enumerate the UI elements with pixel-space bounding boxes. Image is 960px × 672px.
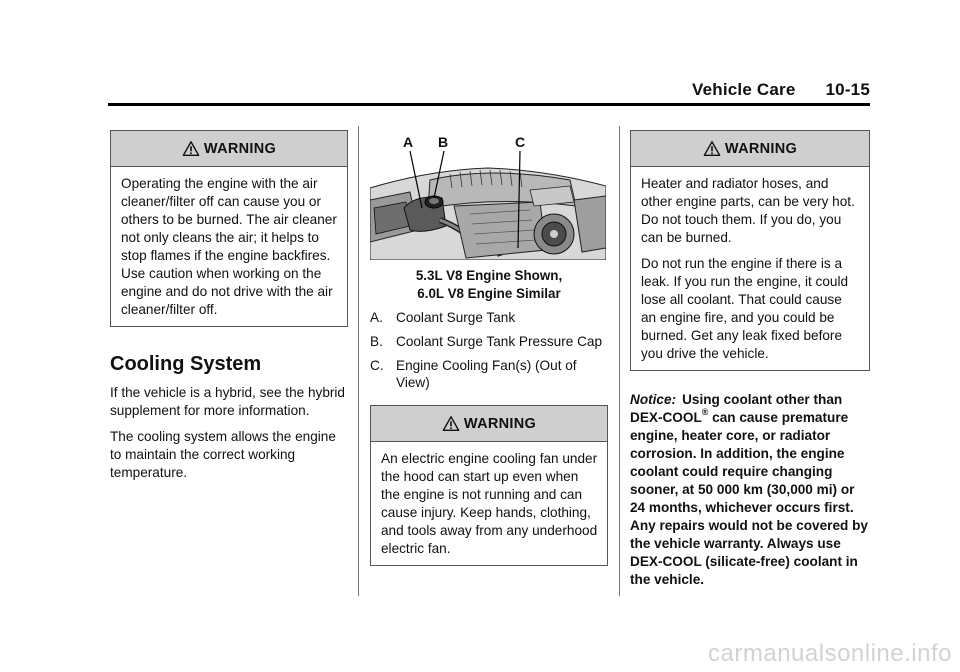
column-2: [370, 130, 608, 566]
warning-triangle-icon: [442, 415, 460, 433]
warning-header: [111, 131, 347, 167]
legend-text: Coolant Surge Tank Pressure Cap: [396, 334, 603, 349]
warning-paragraph: Do not run the engine if there is a leak. If you run the engine, it could lose all coolant. That could cause an engine fire, and you could be burned. Get any leak fixed before you drive the vehicle.: [641, 256, 849, 361]
warning-body: [371, 442, 607, 565]
header-page-number: 10-15: [825, 80, 870, 99]
caption-line-1: 5.3L V8 Engine Shown,: [415, 268, 563, 283]
body-paragraph-cooling: The cooling system allows the engine to maintain the correct working temperature.: [110, 429, 336, 480]
section-heading-cooling-system: Cooling System: [110, 353, 262, 375]
warning-header: [371, 406, 607, 442]
legend-text: Engine Cooling Fan(s) (Out of View): [396, 358, 577, 390]
warning-paragraph: Operating the engine with the air cleaner/filter off can cause you or others to be burned. The air cleaner not only cleans the air; it helps to stop flames if the engine backfires. Use caution when working on the engine and do not drive with the air cleaner/filter off.: [121, 176, 337, 317]
warning-triangle-icon: [182, 140, 200, 158]
warning-box-hot-parts: [630, 130, 870, 371]
legend-item-b: [370, 333, 608, 350]
legend-item-a: [370, 309, 608, 326]
legend-item-c: [370, 357, 608, 391]
notice-label: Notice:: [630, 392, 677, 407]
watermark: carmanualsonline.info: [708, 640, 952, 667]
registered-mark: ®: [701, 407, 709, 418]
notice-paragraph: [630, 391, 870, 589]
callout-label-c: C: [515, 134, 526, 150]
notice-text-a: Using coolant other than DEX-COOL: [630, 392, 843, 425]
warning-box-cooling-fan: [370, 405, 608, 566]
warning-header: [631, 131, 869, 167]
body-paragraph-hybrid: If the vehicle is a hybrid, see the hybrid supplement for more information.: [110, 385, 345, 418]
column-divider-2: [619, 126, 620, 596]
notice-text-b: can cause premature engine, heater core, or radiator corrosion. In addition, the engine coolant could require changing sooner, at 50 000 km (30,000 mi) or 24 months, whichever occurs first. Any repairs would not be covered by the vehicle warranty. Always use DEX-COOL (silicate-free) coolant in the vehicle.: [630, 410, 868, 587]
warning-title: WARNING: [203, 140, 277, 157]
callout-label-b: B: [438, 134, 449, 150]
warning-paragraph: Heater and radiator hoses, and other engine parts, can be very hot. Do not touch them. If you do, you can be burned.: [641, 176, 855, 245]
warning-triangle-icon: [703, 140, 721, 158]
caption-line-2: 6.0L V8 Engine Similar: [417, 286, 561, 301]
header-title: [692, 80, 870, 100]
column-1: [110, 130, 348, 490]
warning-title: WARNING: [724, 140, 798, 157]
warning-title: WARNING: [463, 415, 537, 432]
header-section: Vehicle Care: [691, 80, 796, 99]
column-3: [630, 130, 870, 589]
legend-text: Coolant Surge Tank: [396, 310, 516, 325]
legend-letter: C.: [370, 358, 384, 373]
engine-figure: [370, 130, 606, 260]
legend-letter: B.: [370, 334, 383, 349]
figure-caption: [370, 267, 608, 303]
warning-paragraph: An electric engine cooling fan under the hood can start up even when the engine is not running and can cause injury. Keep hands, clothing, and tools away from any underhood electric fan.: [381, 451, 598, 556]
header-rule: [108, 103, 870, 106]
warning-box-air-cleaner: [110, 130, 348, 327]
warning-body: [631, 167, 869, 370]
warning-body: [111, 167, 347, 326]
column-divider-1: [358, 126, 359, 596]
callout-label-a: A: [403, 134, 414, 150]
legend-letter: A.: [370, 310, 383, 325]
